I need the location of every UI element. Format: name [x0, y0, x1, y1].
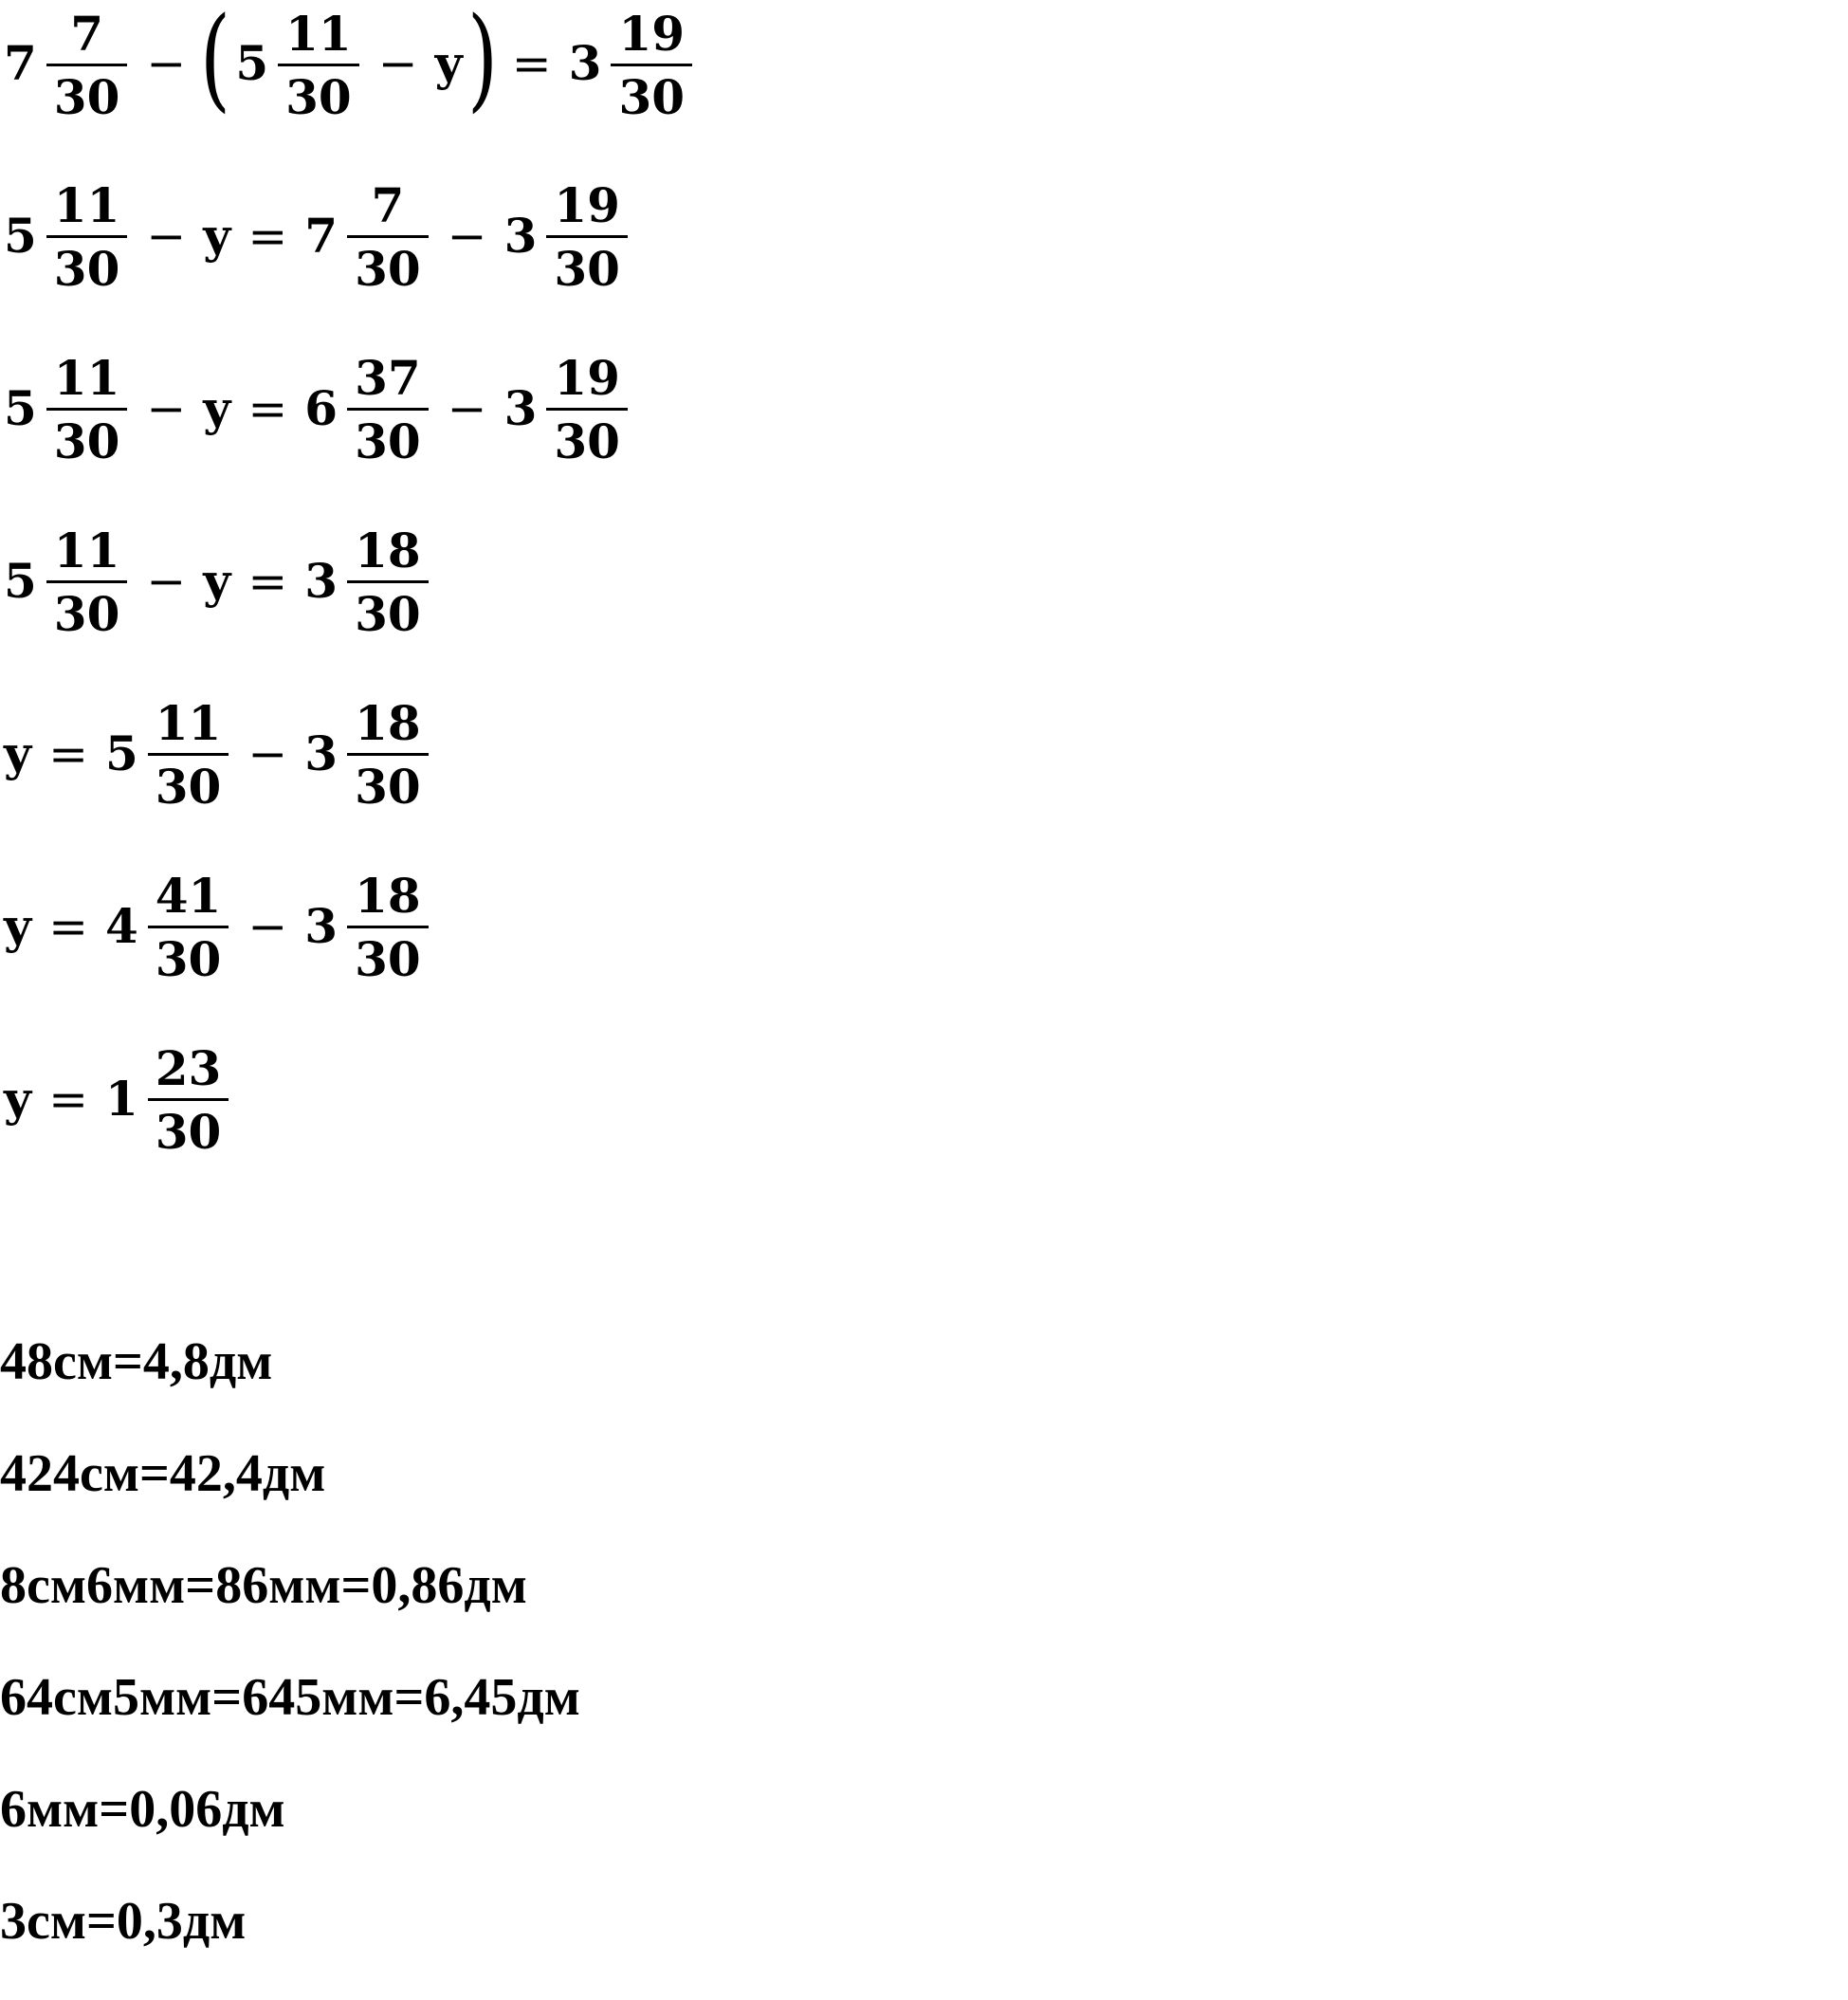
- numerator: 19: [618, 5, 686, 62]
- fraction: [347, 350, 429, 469]
- fraction: [546, 350, 628, 469]
- fraction: [148, 695, 229, 815]
- equation-line-4: [0, 523, 434, 642]
- denominator: 30: [155, 759, 222, 815]
- equation-line-2: [0, 177, 633, 297]
- equation-line-7: [0, 1040, 234, 1160]
- denominator: 30: [355, 241, 421, 297]
- numerator: 23: [155, 1040, 222, 1096]
- whole-number: 3: [503, 207, 538, 264]
- close-paren: ): [467, 0, 498, 123]
- denominator: 30: [155, 931, 222, 987]
- fraction: [46, 177, 128, 297]
- conversion-line: 48см=4,8дм: [0, 1332, 273, 1391]
- whole-number: 5: [104, 725, 138, 781]
- numerator: 18: [355, 868, 421, 924]
- numerator: 7: [371, 177, 405, 233]
- fraction: [347, 695, 429, 815]
- denominator: 30: [53, 241, 120, 297]
- whole-number: 7: [304, 207, 338, 264]
- minus-sign: −: [247, 898, 288, 954]
- equation-line-1: [0, 0, 698, 125]
- numerator: 11: [155, 695, 222, 751]
- whole-number: 7: [4, 35, 37, 91]
- variable-y: y: [203, 552, 231, 609]
- numerator: 11: [285, 5, 352, 62]
- whole-number: 3: [304, 897, 338, 954]
- numerator: 7: [70, 5, 103, 62]
- equation-line-6: [0, 868, 434, 987]
- denominator: 30: [554, 413, 620, 469]
- minus-sign: −: [146, 553, 187, 609]
- whole-number: 1: [104, 1070, 138, 1127]
- whole-number: 3: [304, 725, 338, 781]
- whole-number: 5: [235, 35, 269, 91]
- denominator: 30: [155, 1104, 222, 1160]
- minus-sign: −: [447, 380, 487, 436]
- numerator: 18: [355, 695, 421, 751]
- fraction: [347, 177, 429, 297]
- equals-sign: =: [48, 1071, 88, 1127]
- numerator: 11: [53, 177, 120, 233]
- whole-number: 3: [503, 379, 538, 436]
- equals-sign: =: [48, 725, 88, 781]
- fraction: [46, 523, 128, 642]
- fraction: [278, 5, 359, 125]
- variable-y: y: [203, 207, 231, 264]
- denominator: 30: [53, 413, 120, 469]
- denominator: 30: [618, 68, 686, 125]
- variable-y: y: [4, 1070, 32, 1127]
- fraction: [611, 5, 692, 125]
- minus-sign: −: [247, 725, 288, 781]
- variable-y: y: [434, 35, 463, 91]
- whole-number: 5: [4, 552, 37, 609]
- whole-number: 4: [104, 897, 138, 954]
- equals-sign: =: [48, 898, 88, 954]
- minus-sign: −: [377, 36, 418, 91]
- equals-sign: =: [247, 208, 288, 264]
- conversion-line: 8см6мм=86мм=0,86дм: [0, 1556, 527, 1615]
- denominator: 30: [53, 68, 120, 125]
- denominator: 30: [355, 759, 421, 815]
- conversion-line: 424см=42,4дм: [0, 1444, 326, 1503]
- numerator: 11: [53, 350, 120, 406]
- variable-y: y: [4, 897, 32, 954]
- equation-line-5: [0, 695, 434, 815]
- numerator: 19: [554, 177, 620, 233]
- equals-sign: =: [247, 553, 288, 609]
- whole-number: 5: [4, 379, 37, 436]
- numerator: 19: [554, 350, 620, 406]
- denominator: 30: [53, 586, 120, 642]
- fraction: [148, 868, 229, 987]
- denominator: 30: [355, 931, 421, 987]
- fraction: [148, 1040, 229, 1160]
- fraction: [347, 523, 429, 642]
- denominator: 30: [554, 241, 620, 297]
- numerator: 18: [355, 523, 421, 578]
- minus-sign: −: [146, 36, 187, 91]
- whole-number: 5: [4, 207, 37, 264]
- equation-line-3: [0, 350, 633, 469]
- fraction: [546, 177, 628, 297]
- minus-sign: −: [447, 208, 487, 264]
- numerator: 41: [155, 868, 222, 924]
- conversion-line: 6мм=0,06дм: [0, 1780, 285, 1839]
- conversion-line: 3см=0,3дм: [0, 1892, 247, 1951]
- whole-number: 3: [568, 35, 602, 91]
- equals-sign: =: [247, 380, 288, 436]
- fraction: [347, 868, 429, 987]
- denominator: 30: [355, 586, 421, 642]
- whole-number: 3: [304, 552, 338, 609]
- denominator: 30: [355, 413, 421, 469]
- numerator: 11: [53, 523, 120, 578]
- open-paren: (: [200, 0, 231, 123]
- minus-sign: −: [146, 208, 187, 264]
- conversion-line: 64см5мм=645мм=6,45дм: [0, 1668, 580, 1727]
- fraction: [46, 5, 128, 125]
- fraction: [46, 350, 128, 469]
- variable-y: y: [4, 725, 32, 781]
- variable-y: y: [203, 379, 231, 436]
- minus-sign: −: [146, 380, 187, 436]
- numerator: 37: [355, 350, 421, 406]
- whole-number: 6: [304, 379, 338, 436]
- equals-sign: =: [511, 36, 552, 91]
- denominator: 30: [285, 68, 352, 125]
